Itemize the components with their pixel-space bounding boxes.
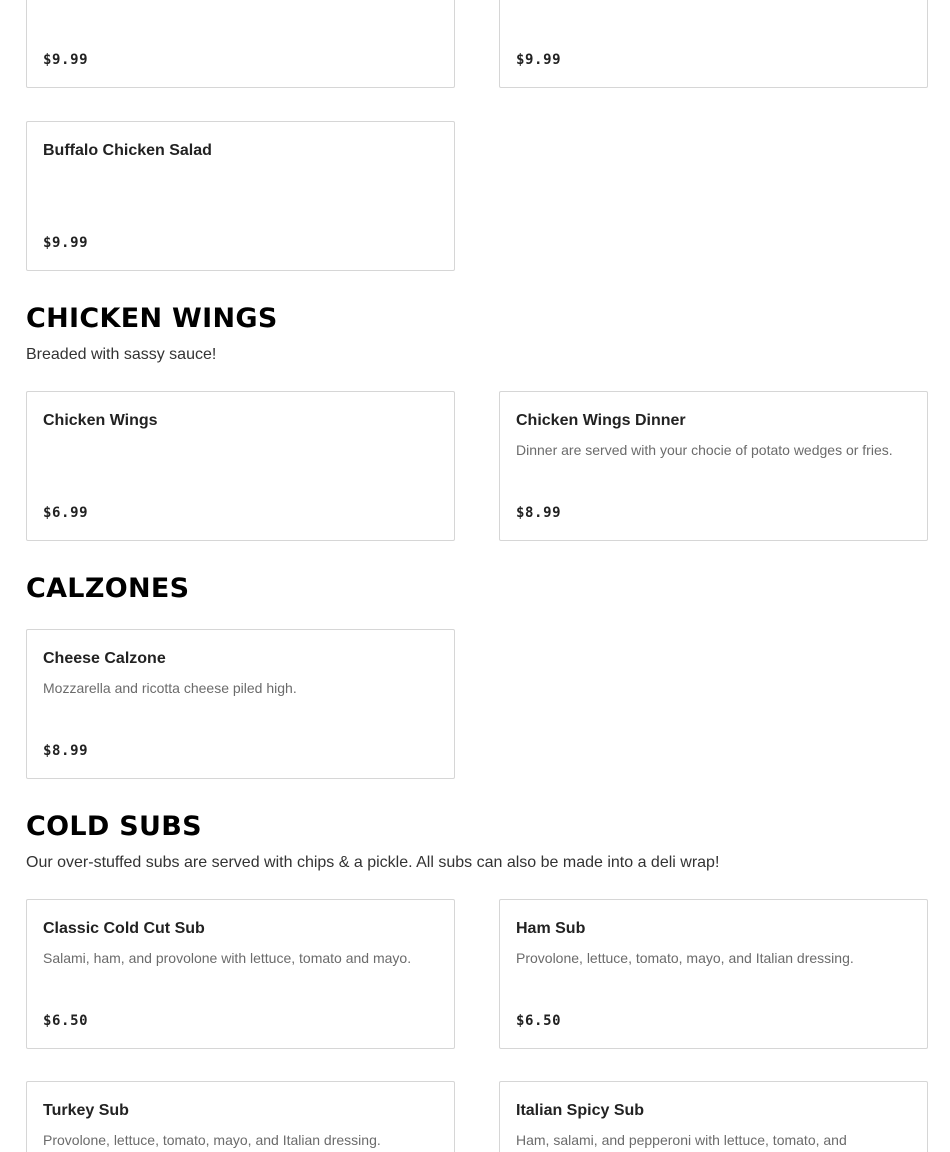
item-price: $8.99 <box>516 505 562 521</box>
item-name: Classic Cold Cut Sub <box>43 920 205 937</box>
item-description: Ham, salami, and pepperoni with lettuce, tomato, and <box>516 1132 847 1148</box>
item-name: Chicken Wings Dinner <box>516 412 686 429</box>
menu-item-card[interactable] <box>499 899 928 1049</box>
menu-item-card[interactable] <box>499 391 928 541</box>
item-description: Provolone, lettuce, tomato, mayo, and Italian dressing. <box>516 950 854 966</box>
item-price: $6.99 <box>43 505 89 521</box>
item-description: Dinner are served with your chocie of potato wedges or fries. <box>516 442 893 458</box>
item-name: Buffalo Chicken Salad <box>43 142 212 159</box>
section-title: CALZONES <box>26 573 190 604</box>
item-price: $9.99 <box>516 52 562 68</box>
item-name: Turkey Sub <box>43 1102 129 1119</box>
menu-item-card[interactable] <box>26 899 455 1049</box>
menu-item-card[interactable] <box>499 0 928 88</box>
item-price: $6.50 <box>516 1013 562 1029</box>
item-price: $9.99 <box>43 52 89 68</box>
item-description: Mozzarella and ricotta cheese piled high. <box>43 680 297 696</box>
item-price: $8.99 <box>43 743 89 759</box>
item-description: Salami, ham, and provolone with lettuce, tomato and mayo. <box>43 950 412 966</box>
menu-item-card[interactable] <box>26 121 455 271</box>
item-name: Cheese Calzone <box>43 650 166 667</box>
item-name: Chicken Wings <box>43 412 158 429</box>
menu-item-card[interactable] <box>26 0 455 88</box>
menu-item-card[interactable] <box>26 629 455 779</box>
item-name: Italian Spicy Sub <box>516 1102 645 1119</box>
menu-item-card[interactable] <box>26 1081 455 1152</box>
section-description: Breaded with sassy sauce! <box>26 346 217 363</box>
section-description: Our over-stuffed subs are served with chips & a pickle. All subs can also be made into a deli wrap! <box>26 854 720 871</box>
item-price: $6.50 <box>43 1013 89 1029</box>
menu-item-card[interactable] <box>26 391 455 541</box>
menu-item-card[interactable] <box>499 1081 928 1152</box>
item-price: $9.99 <box>43 235 89 251</box>
section-title: COLD SUBS <box>26 811 202 842</box>
section-title: CHICKEN WINGS <box>26 303 278 334</box>
item-name: Ham Sub <box>516 920 586 937</box>
item-description: Provolone, lettuce, tomato, mayo, and Italian dressing. <box>43 1132 381 1148</box>
